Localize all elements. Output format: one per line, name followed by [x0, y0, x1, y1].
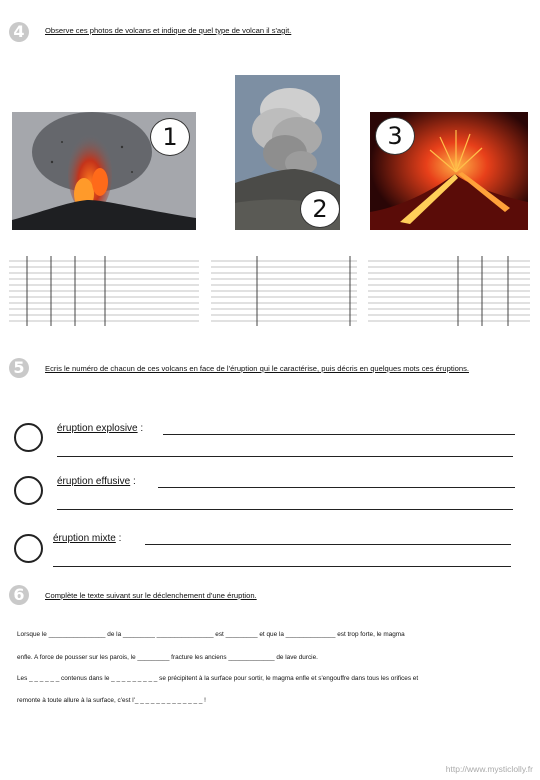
fill-in-text-line: Les _ _ _ _ _ _ contenus dans le _ _ _ _ _ _ _ _ _ se précipitent à la surface pour sortir, le magma enfle et s'engouffre dans tous les orifices et: [17, 675, 419, 682]
answer-circle-mixte[interactable]: [14, 534, 43, 563]
fill-in-text-line: enfle. A force de pousser sur les parois, le _________ fracture les anciens _____________ de lave durcie.: [17, 654, 318, 661]
answer-line-mixte-2[interactable]: [53, 566, 511, 567]
exercise-number-badge: 6: [9, 585, 29, 605]
exercise-5-instruction: Ecris le numéro de chacun de ces volcans en face de l'éruption qui le caractérise, puis décris en quelques mots ces éruptions.: [45, 364, 469, 373]
exercise-number-badge: 5: [9, 358, 29, 378]
answer-line-effusive-2[interactable]: [57, 509, 513, 510]
answer-line-explosive-1[interactable]: [163, 434, 515, 435]
eruption-effusive-label: éruption effusive :: [57, 476, 136, 487]
answer-line-effusive-1[interactable]: [158, 487, 515, 488]
photo-2-label: 2: [300, 190, 340, 228]
writing-grid-2[interactable]: [211, 256, 357, 326]
eruption-mixte-label: éruption mixte :: [53, 533, 122, 544]
footer-url[interactable]: http://www.mysticlolly.fr: [445, 764, 533, 774]
photo-3-label: 3: [375, 117, 415, 155]
exercise-6-instruction: Complète le texte suivant sur le déclenchement d'une éruption.: [45, 591, 257, 600]
exercise-4-instruction: Observe ces photos de volcans et indique de quel type de volcan il s'agit.: [45, 26, 292, 35]
fill-in-text-line: Lorsque le ________________ de la _________ ________________ est _________ et que la ______________ est trop forte, le magma: [17, 631, 405, 638]
exercise-number-badge: 4: [9, 22, 29, 42]
fill-in-text-line: remonte à toute allure à la surface, c'est l'_ _ _ _ _ _ _ _ _ _ _ _ _ !: [17, 697, 206, 704]
answer-circle-explosive[interactable]: [14, 423, 43, 452]
answer-line-explosive-2[interactable]: [57, 456, 513, 457]
eruption-explosive-label: éruption explosive :: [57, 423, 144, 434]
photo-1-label: 1: [150, 118, 190, 156]
answer-circle-effusive[interactable]: [14, 476, 43, 505]
writing-grid-1[interactable]: [9, 256, 199, 326]
writing-grid-3[interactable]: [368, 256, 530, 326]
answer-line-mixte-1[interactable]: [145, 544, 511, 545]
